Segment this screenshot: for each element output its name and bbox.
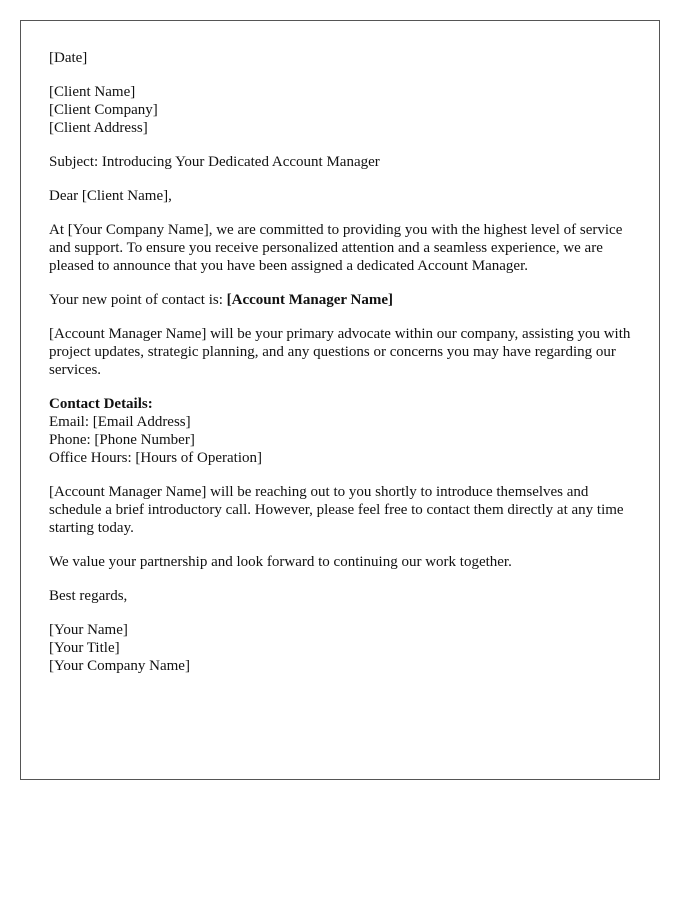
recipient-address: [Client Address]: [49, 120, 148, 136]
signature-block: [49, 621, 639, 675]
signature-title: [Your Title]: [49, 640, 120, 656]
contact-phone: Phone: [Phone Number]: [49, 432, 195, 448]
closing-paragraph: We value your partnership and look forward to continuing our work together.: [49, 554, 512, 570]
account-manager-name: [Account Manager Name]: [226, 292, 393, 308]
point-of-contact-line: [49, 291, 639, 309]
contact-details-heading: Contact Details:: [49, 396, 153, 412]
letter-body: [49, 49, 639, 691]
signature-company: [Your Company Name]: [49, 658, 190, 674]
recipient-block: [49, 83, 639, 137]
outreach-paragraph: [Account Manager Name] will be reaching out to you shortly to introduce themselves and schedule a brief introductory call. However, please feel free to contact them directly at any time starting today.: [49, 484, 624, 536]
subject-line: Subject: Introducing Your Dedicated Account Manager: [49, 154, 380, 170]
signature-name: [Your Name]: [49, 622, 128, 638]
recipient-company: [Client Company]: [49, 102, 158, 118]
date-line: [Date]: [49, 50, 88, 66]
recipient-name: [Client Name]: [49, 84, 136, 100]
salutation: Dear [Client Name],: [49, 188, 172, 204]
point-of-contact-label: Your new point of contact is:: [49, 292, 223, 308]
advocate-paragraph: [Account Manager Name] will be your primary advocate within our company, assisting you with project updates, strategic planning, and any questions or concerns you may have regarding our services.: [49, 326, 631, 378]
contact-email: Email: [Email Address]: [49, 414, 191, 430]
contact-hours: Office Hours: [Hours of Operation]: [49, 450, 262, 466]
intro-paragraph: At [Your Company Name], we are committed to providing you with the highest level of service and support. To ensure you receive personalized attention and a seamless experience, we are pleased to announce that you have been assigned a dedicated Account Manager.: [49, 222, 623, 274]
signoff: Best regards,: [49, 588, 128, 604]
contact-details-block: [49, 395, 639, 467]
letter-page: [20, 20, 660, 780]
